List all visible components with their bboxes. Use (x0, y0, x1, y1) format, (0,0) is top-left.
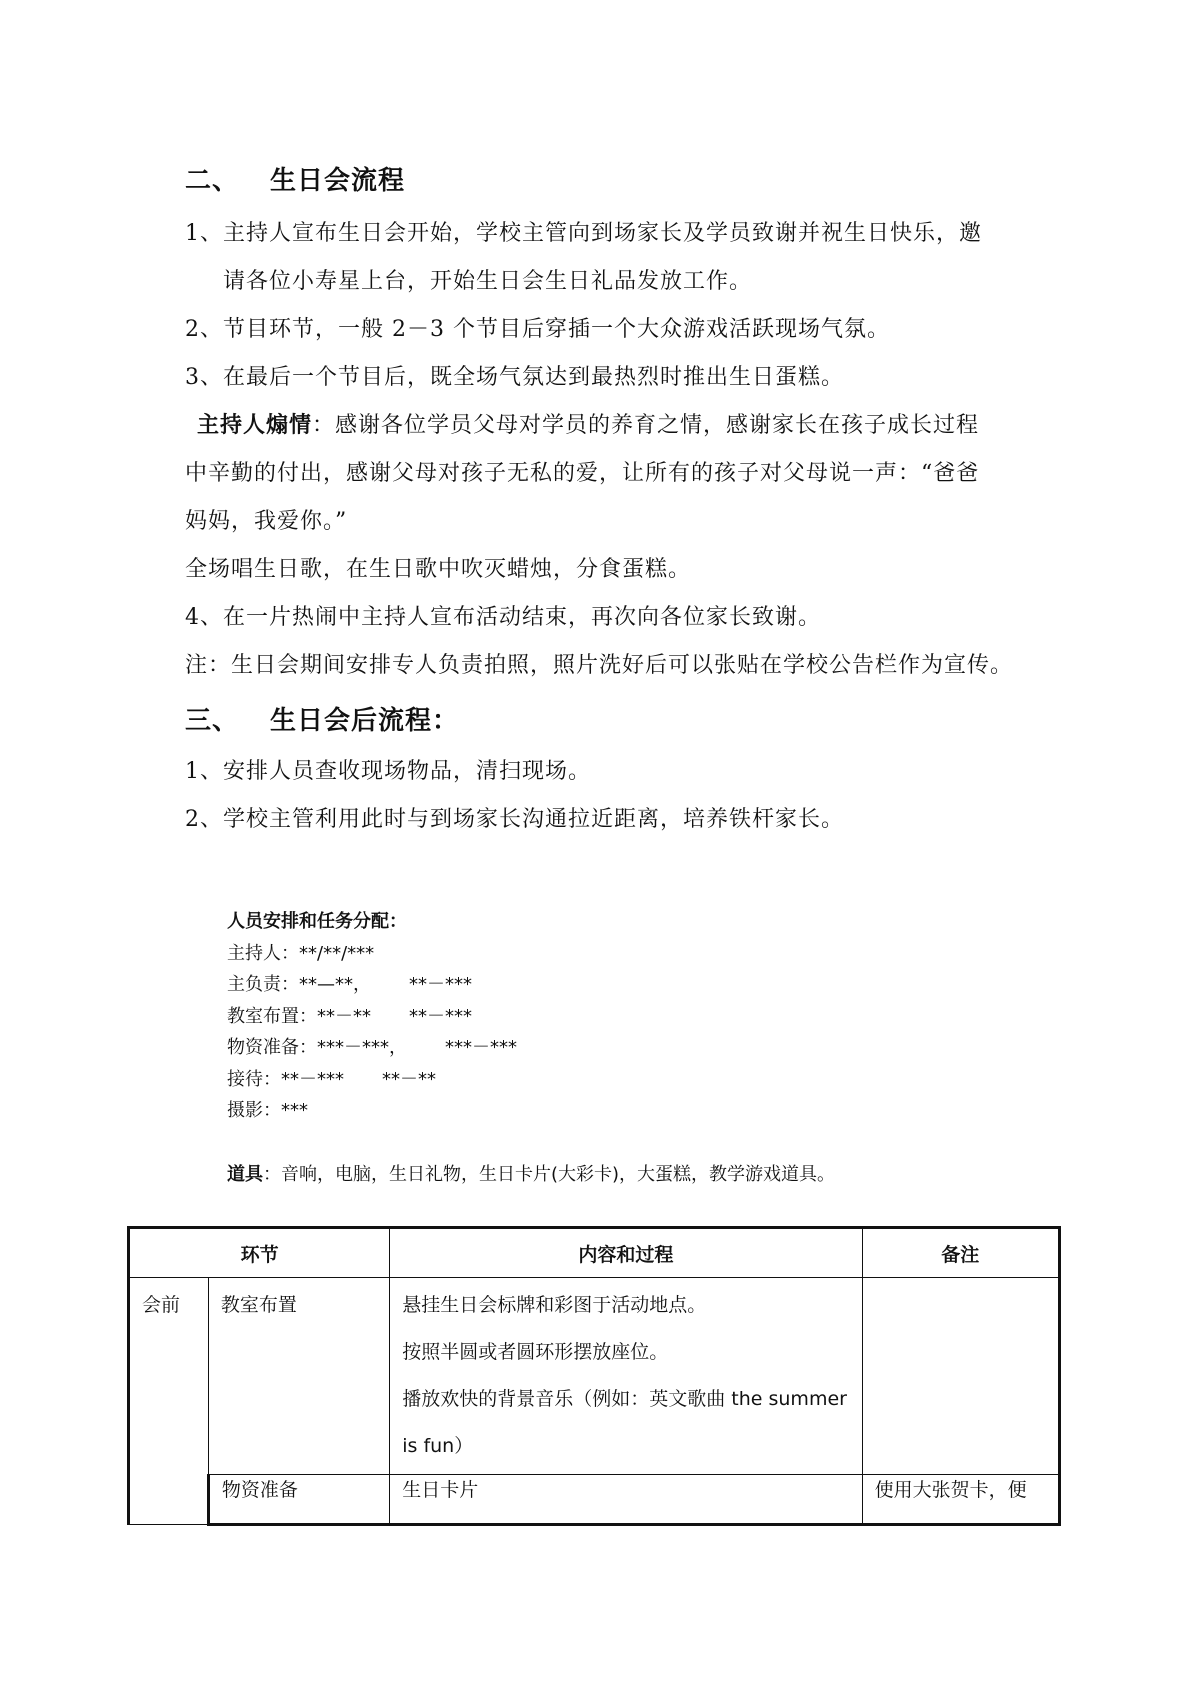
section-heading-2 (185, 160, 405, 197)
staff-reception-b: **－** (382, 1068, 436, 1090)
host-speech-line-3: 妈妈，我爱你。” (185, 509, 348, 534)
staff-lead-a: 主负责：**—**， (227, 974, 371, 995)
staff-reception-a: 接待：**－*** (227, 1068, 344, 1090)
content-line: 按照半圆或者圆环形摆放座位。 (402, 1341, 669, 1363)
staff-room (227, 1001, 517, 1033)
content-line: is fun） (402, 1435, 474, 1457)
section3-body (185, 748, 1035, 844)
section-title: 生日会流程 (270, 166, 406, 196)
after-paragraph-2: 2、学校主管利用此时与到场家长沟通拉近距离，培养铁杆家长。 (185, 807, 844, 832)
staff-photo: 摄影：*** (227, 1100, 308, 1121)
table-row (129, 1278, 1060, 1475)
staff-reception (227, 1064, 517, 1096)
sing-paragraph: 全场唱生日歌，在生日歌中吹灭蜡烛，分食蛋糕。 (185, 557, 692, 582)
note-cell: 使用大张贺卡，便 (862, 1475, 1059, 1525)
section-number: 二、 (185, 166, 240, 196)
section-heading-3 (185, 700, 459, 737)
content-line: 悬挂生日会标牌和彩图于活动地点。 (402, 1294, 707, 1316)
content-cell (390, 1278, 862, 1475)
after-paragraph-1: 1、安排人员查收现场物品，清扫现场。 (185, 759, 591, 784)
host-speech-text: ：感谢各位学员父母对学员的养育之情，感谢家长在孩子成长过程 (312, 413, 980, 438)
section-number: 三、 (185, 706, 240, 736)
paragraph-1-line-1: 1、主持人宣布生日会开始，学校主管向到场家长及学员致谢并祝生日快乐，邀 (185, 221, 982, 246)
staff-assignment (227, 906, 517, 1127)
note-paragraph: 注：生日会期间安排专人负责拍照，照片洗好后可以张贴在学校公告栏作为宣传。 (185, 653, 1014, 678)
paragraph-1-line-2: 请各位小寿星上台，开始生日会生日礼品发放工作。 (223, 269, 753, 294)
props-text: ：音响，电脑，生日礼物，生日卡片(大彩卡)，大蛋糕，教学游戏道具。 (263, 1164, 836, 1185)
process-table (127, 1226, 1061, 1526)
staff-room-a: 教室布置：**－** (227, 1005, 371, 1027)
table-header-row (129, 1228, 1060, 1278)
header-remark: 备注 (862, 1228, 1059, 1278)
staff-supply-b: ***－*** (445, 1037, 517, 1058)
staff-supply (227, 1032, 517, 1064)
staff-title: 人员安排和任务分配： (227, 911, 407, 932)
content-cell: 生日卡片 (390, 1475, 862, 1525)
phase-cell: 会前 (129, 1278, 209, 1525)
host-speech-line-2: 中辛勤的付出，感谢父母对孩子无私的爱，让所有的孩子对父母说一声：“爸爸 (185, 461, 980, 486)
paragraph-2: 2、节目环节，一般 2－3 个节目后穿插一个大众游戏活跃现场气氛。 (185, 317, 890, 342)
host-speech-line-1 (185, 402, 1035, 450)
paragraph-4: 4、在一片热闹中主持人宣布活动结束，再次向各位家长致谢。 (185, 605, 821, 630)
section2-body (185, 210, 1035, 690)
table-row (129, 1475, 1060, 1525)
content-line: 播放欢快的背景音乐（例如：英文歌曲 the summer (402, 1388, 847, 1410)
staff-supply-a: 物资准备：***－***， (227, 1037, 407, 1058)
staff-host: 主持人：**/**/*** (227, 942, 375, 964)
section-title: 生日会后流程： (270, 706, 460, 736)
note-cell (862, 1278, 1059, 1475)
item-cell: 物资准备 (208, 1475, 389, 1525)
staff-lead (227, 969, 517, 1001)
staff-lead-b: **－*** (409, 974, 472, 995)
paragraph-3: 3、在最后一个节目后，既全场气氛达到最热烈时推出生日蛋糕。 (185, 365, 844, 390)
props-label: 道具 (227, 1164, 263, 1185)
host-speech-label: 主持人煽情 (197, 413, 313, 438)
staff-room-b: **－*** (409, 1005, 472, 1027)
header-content: 内容和过程 (390, 1228, 862, 1278)
header-stage: 环节 (129, 1228, 390, 1278)
props-line (227, 1160, 835, 1186)
item-cell: 教室布置 (208, 1278, 389, 1475)
